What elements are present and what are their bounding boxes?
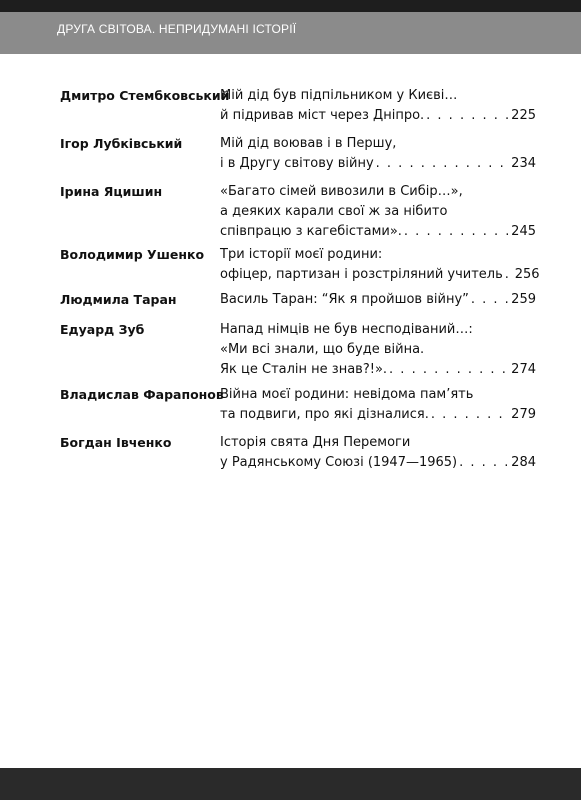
toc-title-line: та подвиги, про які дізналися. [220,407,429,422]
toc-title-last-line [220,222,540,242]
toc-author: Дмитро Стембковський [60,88,230,103]
toc-title-last-line [220,265,540,285]
running-header-title: ДРУГА СВІТОВА. НЕПРИДУМАНІ ІСТОРІЇ [57,22,297,36]
toc-page-number: 256 [514,267,540,282]
toc-page-number: 259 [511,292,536,307]
toc-title-line: й підривав міст через Дніпро. [220,108,425,123]
toc-author: Ігор Лубківський [60,136,183,151]
toc-title-line: Напад німців не був несподіваний…: [220,322,473,337]
toc-page-number: 274 [511,362,536,377]
toc-title-line: Війна моєї родини: невідома пам’ять [220,387,474,402]
leader-dots [404,222,509,242]
toc-title-line: «Ми всі знали, що буде війна. [220,342,425,357]
toc-title-line: а деяких карали свої ж за нібито [220,204,448,219]
leader-dots [431,405,509,425]
toc-title-last-line [220,154,540,174]
toc-title-last-line [220,106,540,126]
leader-dots [505,265,513,285]
toc-author: Людмила Таран [60,292,177,307]
toc-title-last-line [220,290,540,310]
toc-title-line: «Багато сімей вивозили в Сибір…», [220,184,463,199]
toc-title-line: офіцер, партизан і розстріляний учитель [220,267,503,282]
toc-title-line: співпрацю з кагебістами». [220,224,402,239]
toc-author: Богдан Івченко [60,435,172,450]
toc-title-last-line [220,360,540,380]
leader-dots [426,106,509,126]
toc-title-line: Як це Сталін не знав?!». [220,362,388,377]
toc-author: Владислав Фарапонов [60,387,224,402]
toc-page-number: 234 [511,156,536,171]
leader-dots [471,290,509,310]
toc-title-line: у Радянському Союзі (1947—1965) [220,455,458,470]
toc-author: Володимир Ушенко [60,247,205,262]
toc-author: Едуард Зуб [60,322,145,337]
bottom-band [0,768,581,800]
toc-page-number: 225 [511,108,536,123]
toc-title-line: Мій дід воював і в Першу, [220,136,397,151]
leader-dots [389,360,509,380]
toc-title-line: Історія свята Дня Перемоги [220,435,411,450]
toc-title-line: і в Другу світову війну [220,156,374,171]
toc-title-last-line [220,453,540,473]
leader-dots [459,453,509,473]
toc-title-line: Василь Таран: “Як я пройшов війну” [220,292,469,307]
toc-title-line: Мій дід був підпільником у Києві… [220,88,458,103]
toc-author: Ірина Яцишин [60,184,163,199]
toc-page-number: 284 [511,455,536,470]
toc-title-last-line [220,405,540,425]
toc-page-number: 279 [511,407,536,422]
leader-dots [376,154,510,174]
toc-page-number: 245 [511,224,536,239]
toc-title-line: Три історії моєї родини: [220,247,383,262]
